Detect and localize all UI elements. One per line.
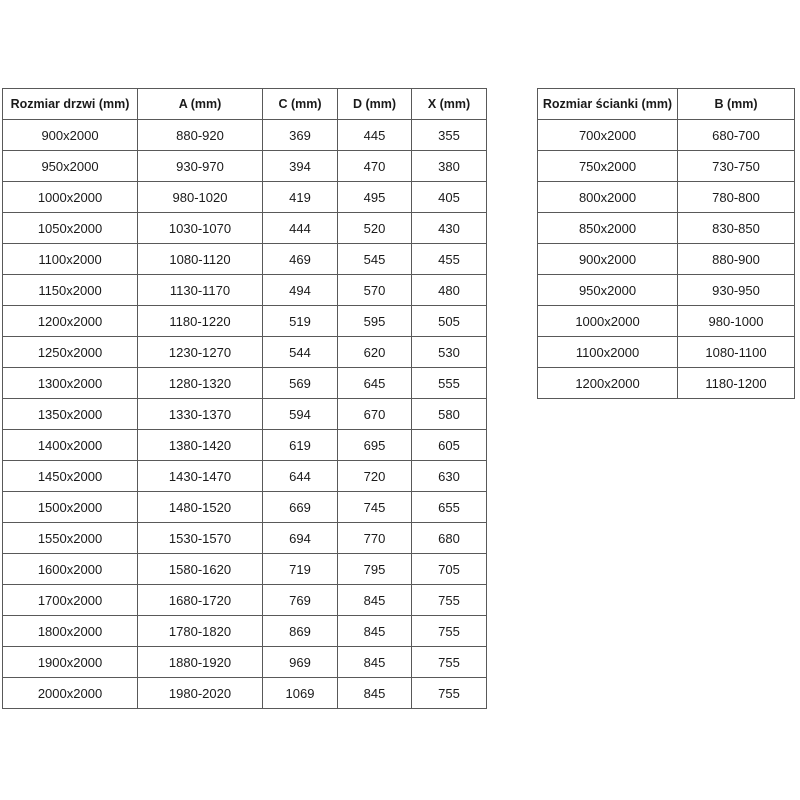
wall-table-header-size: Rozmiar ścianki (mm) <box>538 89 678 120</box>
door-sizes-table <box>2 88 487 709</box>
table-cell: 770 <box>338 523 412 554</box>
table-cell: 369 <box>263 120 338 151</box>
table-row <box>538 120 795 151</box>
table-row <box>3 461 487 492</box>
table-cell: 1380-1420 <box>138 430 263 461</box>
wall-sizes-table <box>537 88 795 399</box>
table-cell: 1550x2000 <box>3 523 138 554</box>
table-cell: 720 <box>338 461 412 492</box>
table-cell: 1800x2000 <box>3 616 138 647</box>
table-cell: 850x2000 <box>538 213 678 244</box>
table-cell: 1200x2000 <box>3 306 138 337</box>
table-cell: 1530-1570 <box>138 523 263 554</box>
table-cell: 494 <box>263 275 338 306</box>
table-cell: 444 <box>263 213 338 244</box>
table-cell: 1780-1820 <box>138 616 263 647</box>
table-cell: 830-850 <box>678 213 795 244</box>
table-cell: 950x2000 <box>538 275 678 306</box>
table-cell: 569 <box>263 368 338 399</box>
table-cell: 705 <box>412 554 487 585</box>
table-cell: 480 <box>412 275 487 306</box>
table-cell: 1430-1470 <box>138 461 263 492</box>
table-cell: 470 <box>338 151 412 182</box>
table-cell: 1180-1220 <box>138 306 263 337</box>
table-row <box>3 616 487 647</box>
table-cell: 695 <box>338 430 412 461</box>
table-cell: 800x2000 <box>538 182 678 213</box>
table-row <box>538 306 795 337</box>
table-cell: 1300x2000 <box>3 368 138 399</box>
table-cell: 355 <box>412 120 487 151</box>
table-cell: 505 <box>412 306 487 337</box>
table-cell: 880-920 <box>138 120 263 151</box>
table-cell: 795 <box>338 554 412 585</box>
table-cell: 950x2000 <box>3 151 138 182</box>
table-cell: 2000x2000 <box>3 678 138 709</box>
table-row <box>538 182 795 213</box>
table-cell: 1580-1620 <box>138 554 263 585</box>
table-cell: 1100x2000 <box>538 337 678 368</box>
table-cell: 655 <box>412 492 487 523</box>
wall-table-header-row <box>538 89 795 120</box>
table-row <box>538 244 795 275</box>
table-cell: 680-700 <box>678 120 795 151</box>
table-cell: 445 <box>338 120 412 151</box>
table-cell: 469 <box>263 244 338 275</box>
door-table-header-row <box>3 89 487 120</box>
table-row <box>3 430 487 461</box>
table-cell: 544 <box>263 337 338 368</box>
table-cell: 1500x2000 <box>3 492 138 523</box>
table-cell: 1069 <box>263 678 338 709</box>
table-cell: 645 <box>338 368 412 399</box>
table-cell: 605 <box>412 430 487 461</box>
table-cell: 750x2000 <box>538 151 678 182</box>
door-table-header-d: D (mm) <box>338 89 412 120</box>
table-cell: 644 <box>263 461 338 492</box>
wall-table-header-b: B (mm) <box>678 89 795 120</box>
table-cell: 545 <box>338 244 412 275</box>
table-row <box>3 337 487 368</box>
table-cell: 745 <box>338 492 412 523</box>
table-row <box>3 213 487 244</box>
table-cell: 719 <box>263 554 338 585</box>
table-cell: 1050x2000 <box>3 213 138 244</box>
door-table-header-size: Rozmiar drzwi (mm) <box>3 89 138 120</box>
table-cell: 1000x2000 <box>3 182 138 213</box>
table-cell: 1450x2000 <box>3 461 138 492</box>
table-cell: 930-970 <box>138 151 263 182</box>
table-cell: 1080-1100 <box>678 337 795 368</box>
table-cell: 900x2000 <box>3 120 138 151</box>
table-cell: 780-800 <box>678 182 795 213</box>
table-row <box>3 151 487 182</box>
table-cell: 755 <box>412 585 487 616</box>
table-cell: 755 <box>412 678 487 709</box>
table-cell: 1230-1270 <box>138 337 263 368</box>
table-row <box>3 399 487 430</box>
table-cell: 845 <box>338 616 412 647</box>
table-cell: 769 <box>263 585 338 616</box>
table-cell: 730-750 <box>678 151 795 182</box>
table-cell: 980-1020 <box>138 182 263 213</box>
table-cell: 555 <box>412 368 487 399</box>
table-row <box>3 182 487 213</box>
table-cell: 580 <box>412 399 487 430</box>
table-cell: 1100x2000 <box>3 244 138 275</box>
table-row <box>3 368 487 399</box>
table-cell: 519 <box>263 306 338 337</box>
table-row <box>3 585 487 616</box>
table-cell: 495 <box>338 182 412 213</box>
table-cell: 1350x2000 <box>3 399 138 430</box>
table-row <box>538 275 795 306</box>
table-cell: 619 <box>263 430 338 461</box>
table-cell: 1200x2000 <box>538 368 678 399</box>
table-row <box>3 306 487 337</box>
table-row <box>538 368 795 399</box>
table-cell: 594 <box>263 399 338 430</box>
table-cell: 1980-2020 <box>138 678 263 709</box>
door-table-header-x: X (mm) <box>412 89 487 120</box>
table-cell: 969 <box>263 647 338 678</box>
table-cell: 669 <box>263 492 338 523</box>
table-cell: 869 <box>263 616 338 647</box>
table-cell: 755 <box>412 616 487 647</box>
table-cell: 845 <box>338 585 412 616</box>
table-row <box>3 244 487 275</box>
table-row <box>3 554 487 585</box>
table-cell: 419 <box>263 182 338 213</box>
table-cell: 900x2000 <box>538 244 678 275</box>
table-row <box>3 492 487 523</box>
table-cell: 980-1000 <box>678 306 795 337</box>
table-row <box>3 120 487 151</box>
table-cell: 405 <box>412 182 487 213</box>
table-cell: 620 <box>338 337 412 368</box>
table-cell: 1280-1320 <box>138 368 263 399</box>
door-table-header-a: A (mm) <box>138 89 263 120</box>
table-cell: 1880-1920 <box>138 647 263 678</box>
table-cell: 845 <box>338 647 412 678</box>
table-cell: 1080-1120 <box>138 244 263 275</box>
table-cell: 570 <box>338 275 412 306</box>
table-cell: 845 <box>338 678 412 709</box>
table-cell: 630 <box>412 461 487 492</box>
table-cell: 1000x2000 <box>538 306 678 337</box>
table-cell: 755 <box>412 647 487 678</box>
door-table-header-c: C (mm) <box>263 89 338 120</box>
table-cell: 394 <box>263 151 338 182</box>
table-cell: 1330-1370 <box>138 399 263 430</box>
table-cell: 694 <box>263 523 338 554</box>
table-cell: 680 <box>412 523 487 554</box>
table-cell: 1700x2000 <box>3 585 138 616</box>
table-row <box>3 523 487 554</box>
table-cell: 430 <box>412 213 487 244</box>
table-cell: 1680-1720 <box>138 585 263 616</box>
table-cell: 595 <box>338 306 412 337</box>
table-row <box>3 678 487 709</box>
table-cell: 930-950 <box>678 275 795 306</box>
table-cell: 880-900 <box>678 244 795 275</box>
table-cell: 1900x2000 <box>3 647 138 678</box>
table-cell: 1600x2000 <box>3 554 138 585</box>
table-cell: 1250x2000 <box>3 337 138 368</box>
table-cell: 380 <box>412 151 487 182</box>
table-row <box>3 647 487 678</box>
table-cell: 530 <box>412 337 487 368</box>
table-cell: 455 <box>412 244 487 275</box>
table-cell: 700x2000 <box>538 120 678 151</box>
table-cell: 1030-1070 <box>138 213 263 244</box>
table-row <box>3 275 487 306</box>
table-row <box>538 337 795 368</box>
table-cell: 1480-1520 <box>138 492 263 523</box>
table-cell: 1180-1200 <box>678 368 795 399</box>
table-row <box>538 213 795 244</box>
table-cell: 1400x2000 <box>3 430 138 461</box>
table-cell: 520 <box>338 213 412 244</box>
table-cell: 670 <box>338 399 412 430</box>
table-cell: 1130-1170 <box>138 275 263 306</box>
table-row <box>538 151 795 182</box>
table-cell: 1150x2000 <box>3 275 138 306</box>
